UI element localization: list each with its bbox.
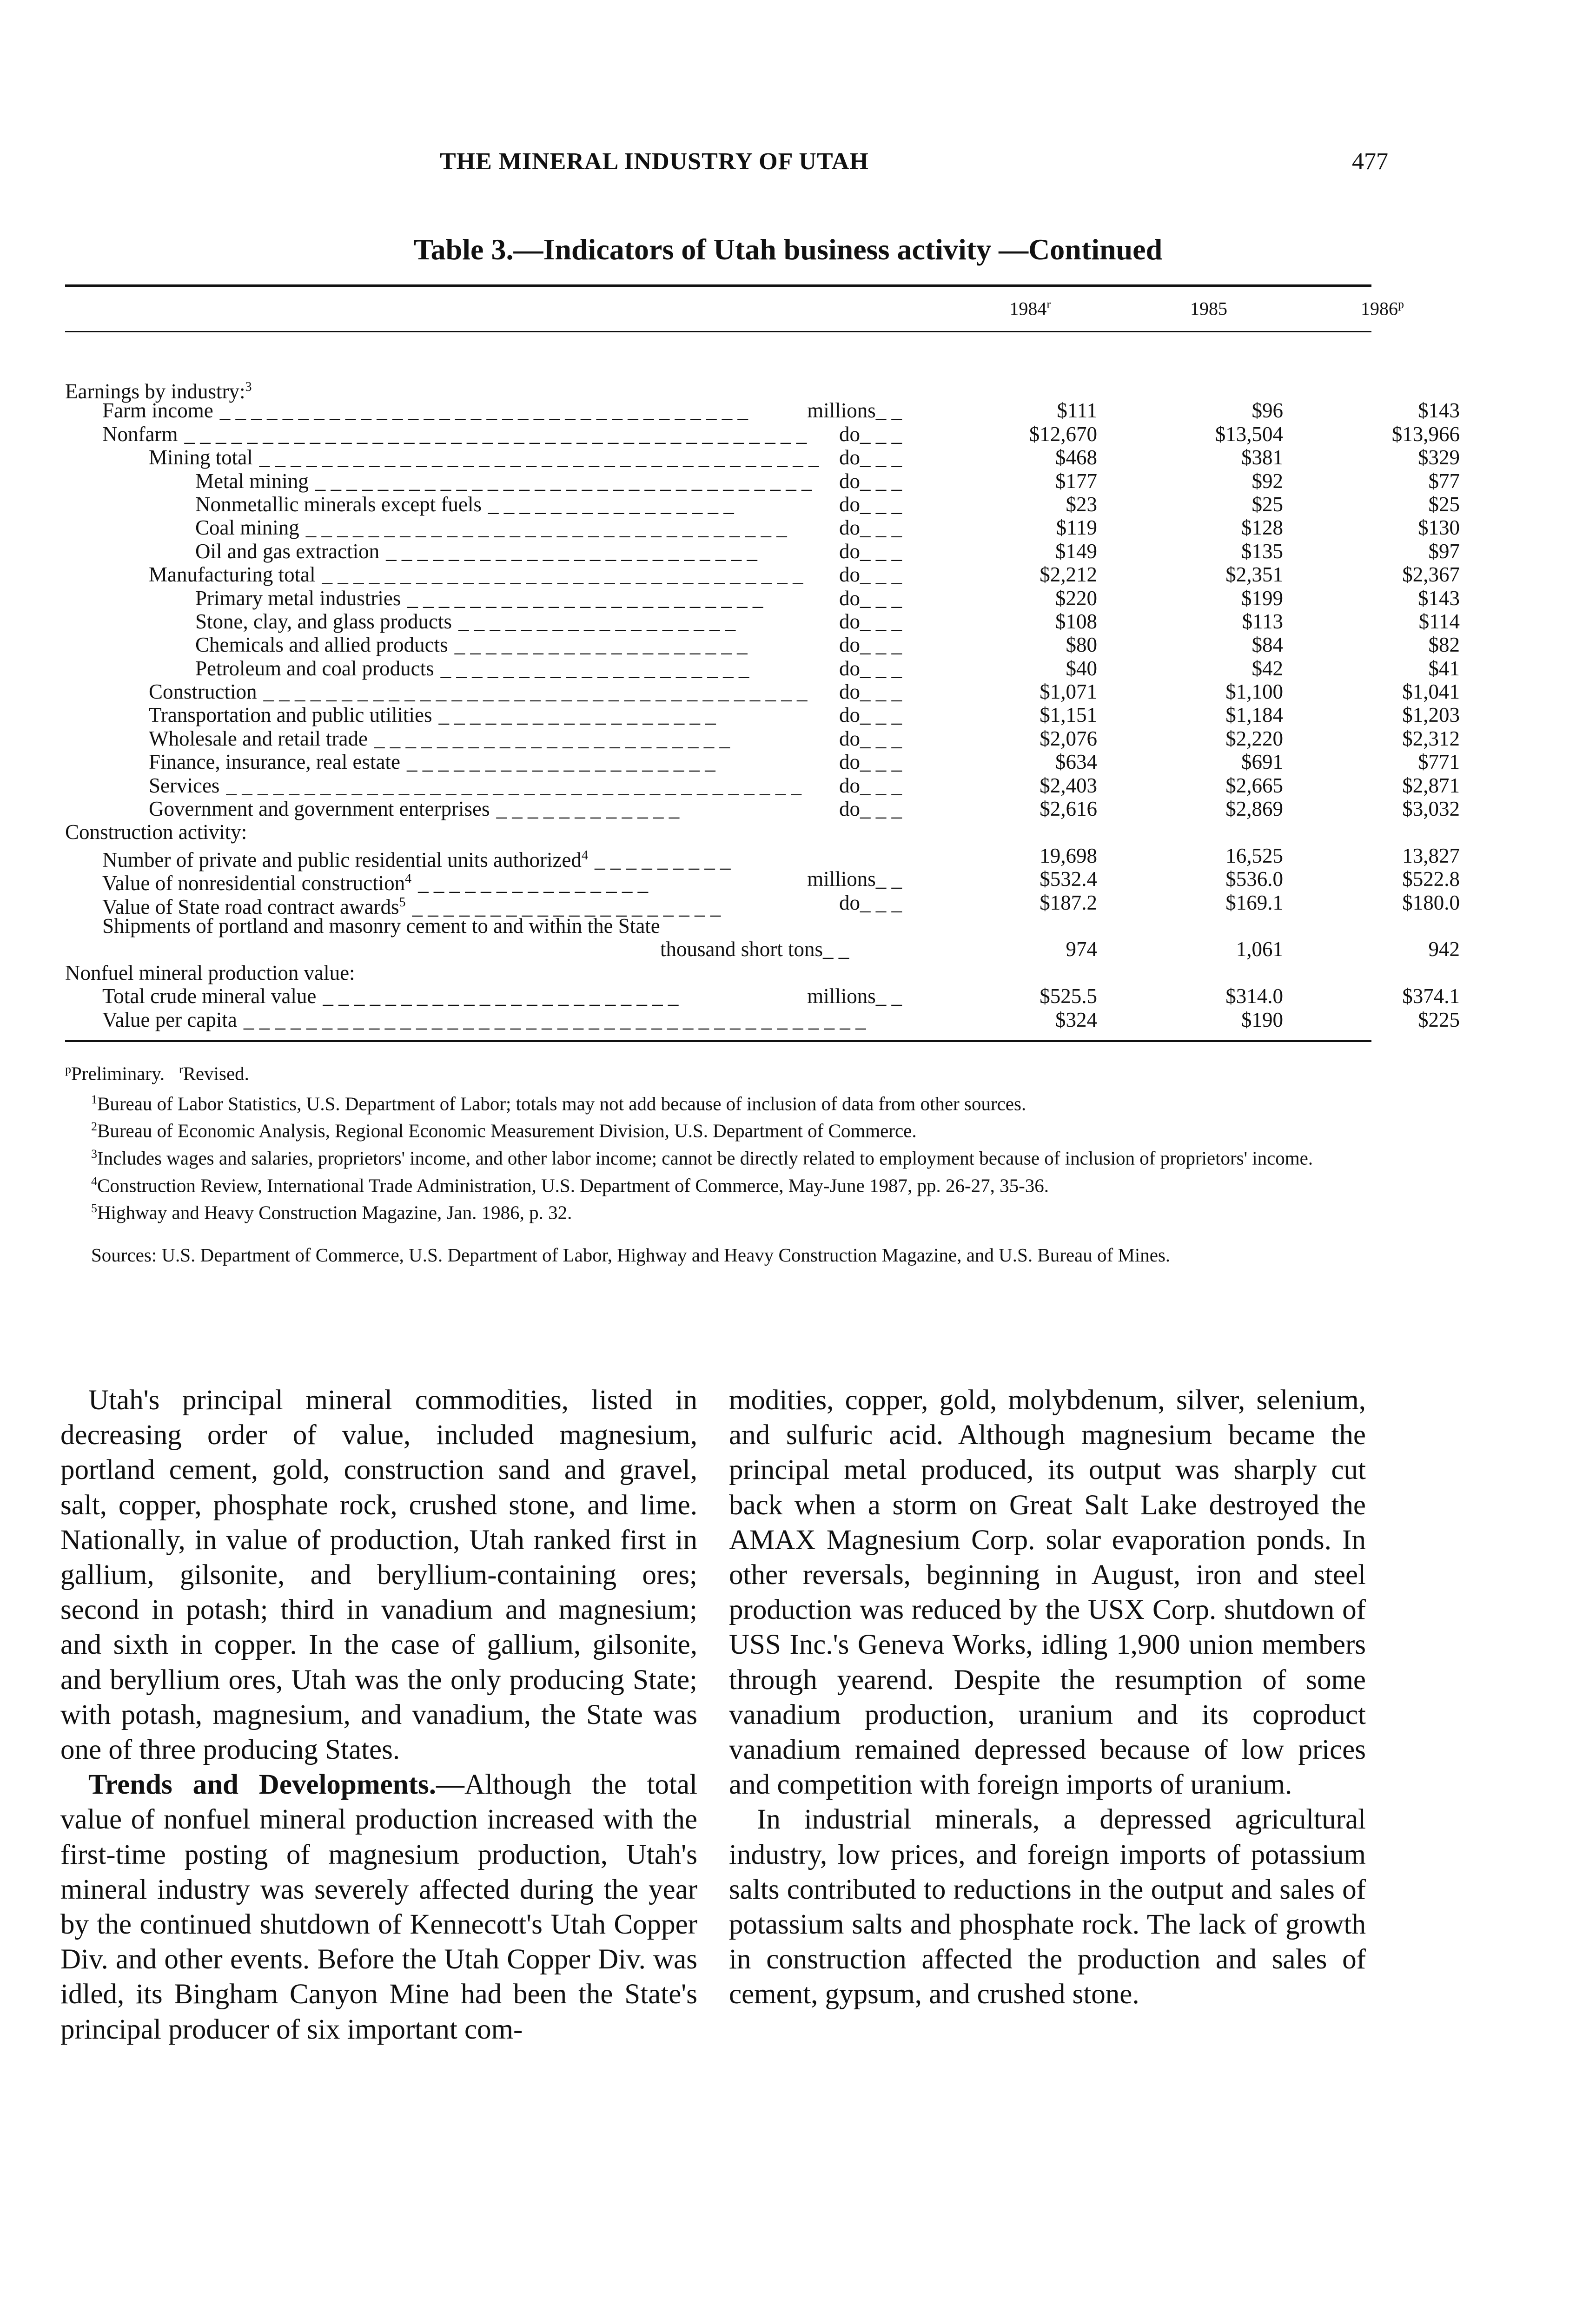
cell-value: $177	[1055, 469, 1097, 493]
cell-value: $149	[1055, 539, 1097, 563]
cell-value: 19,698	[1040, 844, 1097, 867]
row-label: Shipments of portland and masonry cement to and within the State	[102, 914, 660, 938]
row-unit: do_ _ _	[839, 773, 902, 797]
table-row	[65, 469, 1460, 493]
row-label: Manufacturing total _ _ _ _ _ _ _ _ _ _ _ _ _ _ _ _ _ _ _ _ _ _ _ _ _ _ _ _ _ _ _	[149, 563, 803, 587]
table-row	[65, 914, 1371, 938]
cell-value: $190	[1241, 1008, 1283, 1031]
page-number: 477	[1352, 148, 1388, 175]
cell-value: $522.8	[1402, 867, 1460, 891]
table-row	[65, 726, 1460, 750]
cell-value: $1,071	[1040, 680, 1097, 704]
cell-value: $114	[1418, 609, 1460, 633]
row-unit: do_ _ _	[839, 539, 902, 563]
cell-value: $324	[1055, 1008, 1097, 1031]
row-unit: do_ _ _	[839, 680, 902, 704]
cell-value: $1,203	[1402, 703, 1460, 727]
cell-value: $2,871	[1402, 773, 1460, 797]
cell-value: $13,966	[1391, 422, 1460, 446]
table-row	[65, 867, 1460, 895]
footnote-3: $^3$Includes wages and salaries, proprietors' income, and other labor income; cannot be directly related to employment because of inclusion of proprietors' income.	[91, 1147, 1313, 1169]
row-label: Mining total _ _ _ _ _ _ _ _ _ _ _ _ _ _ _ _ _ _ _ _ _ _ _ _ _ _ _ _ _ _ _ _ _ _ _ _	[149, 446, 819, 469]
row-label: Stone, clay, and glass products _ _ _ _ _ _ _ _ _ _ _ _ _ _ _ _ _ _	[195, 609, 736, 633]
footnote-1: $^1$Bureau of Labor Statistics, U.S. Department of Labor; totals may not add because of inclusion of data from other sources.	[91, 1092, 1026, 1115]
table-row	[65, 563, 1460, 587]
table-row	[65, 891, 1460, 918]
cell-value: $199	[1241, 586, 1283, 610]
cell-value: $2,367	[1402, 563, 1460, 587]
cell-value: $314.0	[1225, 984, 1283, 1008]
cell-value: $128	[1241, 516, 1283, 540]
cell-value: 942	[1428, 938, 1460, 961]
cell-value: $111	[1057, 399, 1097, 423]
table-row	[65, 492, 1460, 516]
cell-value: 974	[1066, 938, 1097, 961]
table-marks-legend: $^p$Preliminary. $^r$Revised.	[65, 1063, 249, 1084]
row-label: Nonfarm _ _ _ _ _ _ _ _ _ _ _ _ _ _ _ _ _ _ _ _ _ _ _ _ _ _ _ _ _ _ _ _ _ _ _ _ _ _ _ _	[102, 422, 807, 446]
row-unit: do_ _ _	[839, 492, 902, 516]
cell-value: $2,312	[1402, 726, 1460, 750]
cell-value: $771	[1418, 750, 1460, 774]
cell-value: $180.0	[1402, 891, 1460, 914]
row-label: Earnings by industry:$^3$	[65, 380, 252, 403]
row-label: Chemicals and allied products _ _ _ _ _ _ _ _ _ _ _ _ _ _ _ _ _ _ _	[195, 633, 748, 657]
table-row	[65, 656, 1460, 680]
cell-value: $532.4	[1040, 867, 1097, 891]
cell-value: $468	[1055, 446, 1097, 469]
table-row	[65, 961, 1371, 984]
row-unit: do_ _ _	[839, 726, 902, 750]
cell-value: $2,665	[1225, 773, 1283, 797]
cell-value: $2,076	[1040, 726, 1097, 750]
cell-value: $329	[1418, 446, 1460, 469]
table-row	[65, 797, 1460, 821]
cell-value: $143	[1418, 399, 1460, 423]
footnote-4: $^4$Construction Review, International Trade Administration, U.S. Department of Commerce, May-June 1987, pp. 26-27, 35-36.	[91, 1174, 1049, 1196]
table-row	[65, 680, 1460, 704]
row-label: Value of nonresidential construction$^4$ _ _ _ _ _ _ _ _ _ _ _ _ _ _ _	[102, 872, 649, 895]
column-header-1985: 1985	[1190, 298, 1227, 319]
cell-value: $12,670	[1029, 422, 1097, 446]
column-header-1986: 1986$^p$	[1361, 297, 1404, 319]
cell-value: $82	[1428, 633, 1460, 657]
cell-value: $169.1	[1225, 891, 1283, 914]
cell-value: $1,041	[1402, 680, 1460, 704]
cell-value: $220	[1055, 586, 1097, 610]
row-unit: do_ _ _	[839, 703, 902, 727]
cell-value: $2,220	[1225, 726, 1283, 750]
table-row	[65, 586, 1460, 610]
table-row	[65, 1008, 1460, 1031]
table-top-rule	[65, 284, 1371, 287]
row-label: Nonmetallic minerals except fuels _ _ _ _ _ _ _ _ _ _ _ _ _ _ _ _	[195, 492, 734, 516]
cell-value: $40	[1066, 656, 1097, 680]
table-row	[65, 938, 1460, 961]
footnote-5: $^5$Highway and Heavy Construction Magazine, Jan. 1986, p. 32.	[91, 1202, 572, 1223]
table-row	[65, 539, 1460, 563]
cell-value: $25	[1252, 492, 1283, 516]
row-unit: millions_ _	[807, 867, 902, 891]
row-label: Petroleum and coal products _ _ _ _ _ _ _ _ _ _ _ _ _ _ _ _ _ _ _ _	[195, 656, 749, 680]
table-row	[65, 422, 1460, 446]
table-row	[65, 703, 1460, 727]
cell-value: $2,616	[1040, 797, 1097, 821]
cell-value: 1,061	[1236, 938, 1283, 961]
row-label: Farm income _ _ _ _ _ _ _ _ _ _ _ _ _ _ _ _ _ _ _ _ _ _ _ _ _ _ _ _ _ _ _ _ _ _	[102, 399, 748, 423]
table-row	[65, 773, 1460, 797]
cell-value: $225	[1418, 1008, 1460, 1031]
paragraph-continued: modities, copper, gold, molybdenum, silver, selenium, and sulfuric acid. Although magnesium became the principal metal produced, its output was sharply cut back when a storm on Great Salt Lake destroyed the AMAX Magnesium Corp. solar evaporation ponds. In other reversals, beginning in August, iron and steel production was reduced by the USX Corp. shutdown of USS Inc.'s Geneva Works, idling 1,900 union members through yearend. Despite the resumption of some vanadium production, uranium and its coproduct vanadium remained depressed because of low prices and competition with foreign imports of uranium.	[729, 1385, 1366, 1801]
cell-value: $187.2	[1040, 891, 1097, 914]
row-unit: do_ _ _	[839, 563, 902, 587]
cell-value: $381	[1241, 446, 1283, 469]
row-label: Services _ _ _ _ _ _ _ _ _ _ _ _ _ _ _ _ _ _ _ _ _ _ _ _ _ _ _ _ _ _ _ _ _ _ _ _ _	[149, 773, 801, 797]
cell-value: $3,032	[1402, 797, 1460, 821]
cell-value: $25	[1428, 492, 1460, 516]
row-unit: do_ _ _	[839, 750, 902, 774]
row-label: Construction activity:	[65, 820, 247, 844]
row-unit: millions_ _	[807, 399, 902, 423]
row-unit: do_ _ _	[839, 891, 902, 914]
row-label: thousand short tons_ _	[660, 938, 849, 961]
row-label: Finance, insurance, real estate _ _ _ _ _ _ _ _ _ _ _ _ _ _ _ _ _ _ _ _	[149, 750, 715, 774]
cell-value: $536.0	[1225, 867, 1283, 891]
table-row	[65, 820, 1371, 844]
cell-value: $77	[1428, 469, 1460, 493]
table-row	[65, 844, 1460, 872]
row-unit: do_ _ _	[839, 609, 902, 633]
row-unit: do_ _ _	[839, 446, 902, 469]
row-label: Metal mining _ _ _ _ _ _ _ _ _ _ _ _ _ _ _ _ _ _ _ _ _ _ _ _ _ _ _ _ _ _ _ _	[195, 469, 812, 493]
table-row	[65, 984, 1460, 1008]
row-label: Construction _ _ _ _ _ _ _ _ _ _ _ _ _ _ _ _ _ _ _ _ _ _ _ _ _ _ _ _ _ _ _ _ _ _ _	[149, 680, 808, 704]
table-sources: Sources: U.S. Department of Commerce, U.S. Department of Labor, Highway and Heavy Construction Magazine, and U.S. Bureau of Mines.	[91, 1244, 1171, 1266]
cell-value: $130	[1418, 516, 1460, 540]
body-column-right	[729, 1383, 1366, 2012]
row-unit: do_ _ _	[839, 586, 902, 610]
cell-value: $135	[1241, 539, 1283, 563]
row-unit: do_ _ _	[839, 422, 902, 446]
cell-value: 13,827	[1402, 844, 1460, 867]
paragraph-trends: Trends and Developments.—Although the total value of nonfuel mineral production increased with the first-time posting of magnesium production, Utah's mineral industry was severely affected during the year by the continued shutdown of Kennecott's Utah Copper Div. and other events. Before the Utah Copper Div. was idled, its Bingham Canyon Mine had been the State's principal producer of six important com-	[60, 1769, 698, 2045]
row-label: Number of private and public residential units authorized$^4$ _ _ _ _ _ _ _ _ _	[102, 848, 731, 872]
cell-value: $2,869	[1225, 797, 1283, 821]
table-row	[65, 399, 1460, 423]
row-label: Primary metal industries _ _ _ _ _ _ _ _ _ _ _ _ _ _ _ _ _ _ _ _ _ _ _	[195, 586, 763, 610]
row-unit: do_ _ _	[839, 633, 902, 657]
table-title: Table 3.—Indicators of Utah business activity —Continued	[413, 233, 1163, 266]
cell-value: $96	[1252, 399, 1283, 423]
cell-value: $2,403	[1040, 773, 1097, 797]
cell-value: $525.5	[1040, 984, 1097, 1008]
row-unit: do_ _ _	[839, 516, 902, 540]
cell-value: $119	[1056, 516, 1097, 540]
row-unit: do_ _ _	[839, 797, 902, 821]
running-head: THE MINERAL INDUSTRY OF UTAH	[440, 148, 869, 175]
cell-value: $1,184	[1225, 703, 1283, 727]
row-label: Government and government enterprises _ _ _ _ _ _ _ _ _ _ _ _	[149, 797, 680, 821]
cell-value: $634	[1055, 750, 1097, 774]
row-label: Nonfuel mineral production value:	[65, 961, 355, 984]
table-row	[65, 609, 1460, 633]
cell-value: $13,504	[1215, 422, 1283, 446]
row-unit: do_ _ _	[839, 656, 902, 680]
table-row	[65, 376, 1371, 403]
cell-value: $41	[1428, 656, 1460, 680]
cell-value: $143	[1418, 586, 1460, 610]
table-row	[65, 633, 1460, 657]
paragraph-industrial-minerals: In industrial minerals, a depressed agricultural industry, low prices, and foreign imports of potassium salts contributed to reductions in the output and sales of potassium salts and phosphate rock. The lack of growth in construction affected the production and sales of cement, gypsum, and crushed stone.	[729, 1804, 1366, 2010]
cell-value: $80	[1066, 633, 1097, 657]
cell-value: $374.1	[1402, 984, 1460, 1008]
table-header-rule	[65, 331, 1371, 332]
cell-value: $92	[1252, 469, 1283, 493]
column-header-1984: 1984$^r$	[1009, 297, 1051, 319]
cell-value: $84	[1252, 633, 1283, 657]
cell-value: $2,351	[1225, 563, 1283, 587]
row-label: Wholesale and retail trade _ _ _ _ _ _ _ _ _ _ _ _ _ _ _ _ _ _ _ _ _ _ _	[149, 726, 730, 750]
cell-value: $1,151	[1040, 703, 1097, 727]
cell-value: $97	[1428, 539, 1460, 563]
paragraph-principal-commodities: Utah's principal mineral commodities, listed in decreasing order of value, included magnesium, portland cement, gold, construction sand and gravel, salt, copper, phosphate rock, crushed stone, and lime. Nationally, in value of production, Utah ranked first in gallium, gilsonite, and beryllium-containing ores; second in potash; third in vanadium and magnesium; and sixth in copper. In the case of gallium, gilsonite, and beryllium ores, Utah was the only producing State; with potash, magnesium, and vanadium, the State was one of three producing States.	[60, 1385, 697, 1766]
row-label: Oil and gas extraction _ _ _ _ _ _ _ _ _ _ _ _ _ _ _ _ _ _ _ _ _ _ _ _	[195, 539, 757, 563]
runin-heading-trends: Trends and Developments.	[88, 1769, 436, 1801]
table-row	[65, 516, 1460, 540]
cell-value: $108	[1055, 609, 1097, 633]
row-label: Value of State road contract awards$^5$ _ _ _ _ _ _ _ _ _ _ _ _ _ _ _ _ _ _ _ _	[102, 895, 721, 918]
row-label: Total crude mineral value _ _ _ _ _ _ _ _ _ _ _ _ _ _ _ _ _ _ _ _ _ _ _	[102, 984, 679, 1008]
table-row	[65, 446, 1460, 469]
row-unit: do_ _ _	[839, 469, 902, 493]
row-label: Transportation and public utilities _ _ _ _ _ _ _ _ _ _ _ _ _ _ _ _ _ _	[149, 703, 716, 727]
row-label: Coal mining _ _ _ _ _ _ _ _ _ _ _ _ _ _ _ _ _ _ _ _ _ _ _ _ _ _ _ _ _ _ _	[195, 516, 787, 540]
table-bottom-rule	[65, 1040, 1371, 1042]
body-column-left	[60, 1383, 697, 2047]
cell-value: $42	[1252, 656, 1283, 680]
cell-value: $691	[1241, 750, 1283, 774]
table-notes	[65, 1058, 1371, 1269]
cell-value: 16,525	[1225, 844, 1283, 867]
cell-value: $23	[1066, 492, 1097, 516]
table-row	[65, 750, 1460, 774]
cell-value: $2,212	[1040, 563, 1097, 587]
row-unit: millions_ _	[807, 984, 902, 1008]
row-label: Value per capita _ _ _ _ _ _ _ _ _ _ _ _ _ _ _ _ _ _ _ _ _ _ _ _ _ _ _ _ _ _ _ _ _ _ _ _ _ _ _ _	[102, 1008, 866, 1031]
cell-value: $1,100	[1225, 680, 1283, 704]
footnote-2: $^2$Bureau of Economic Analysis, Regional Economic Measurement Division, U.S. Department of Commerce.	[91, 1120, 917, 1142]
cell-value: $113	[1242, 609, 1283, 633]
table-body	[65, 376, 1460, 1031]
